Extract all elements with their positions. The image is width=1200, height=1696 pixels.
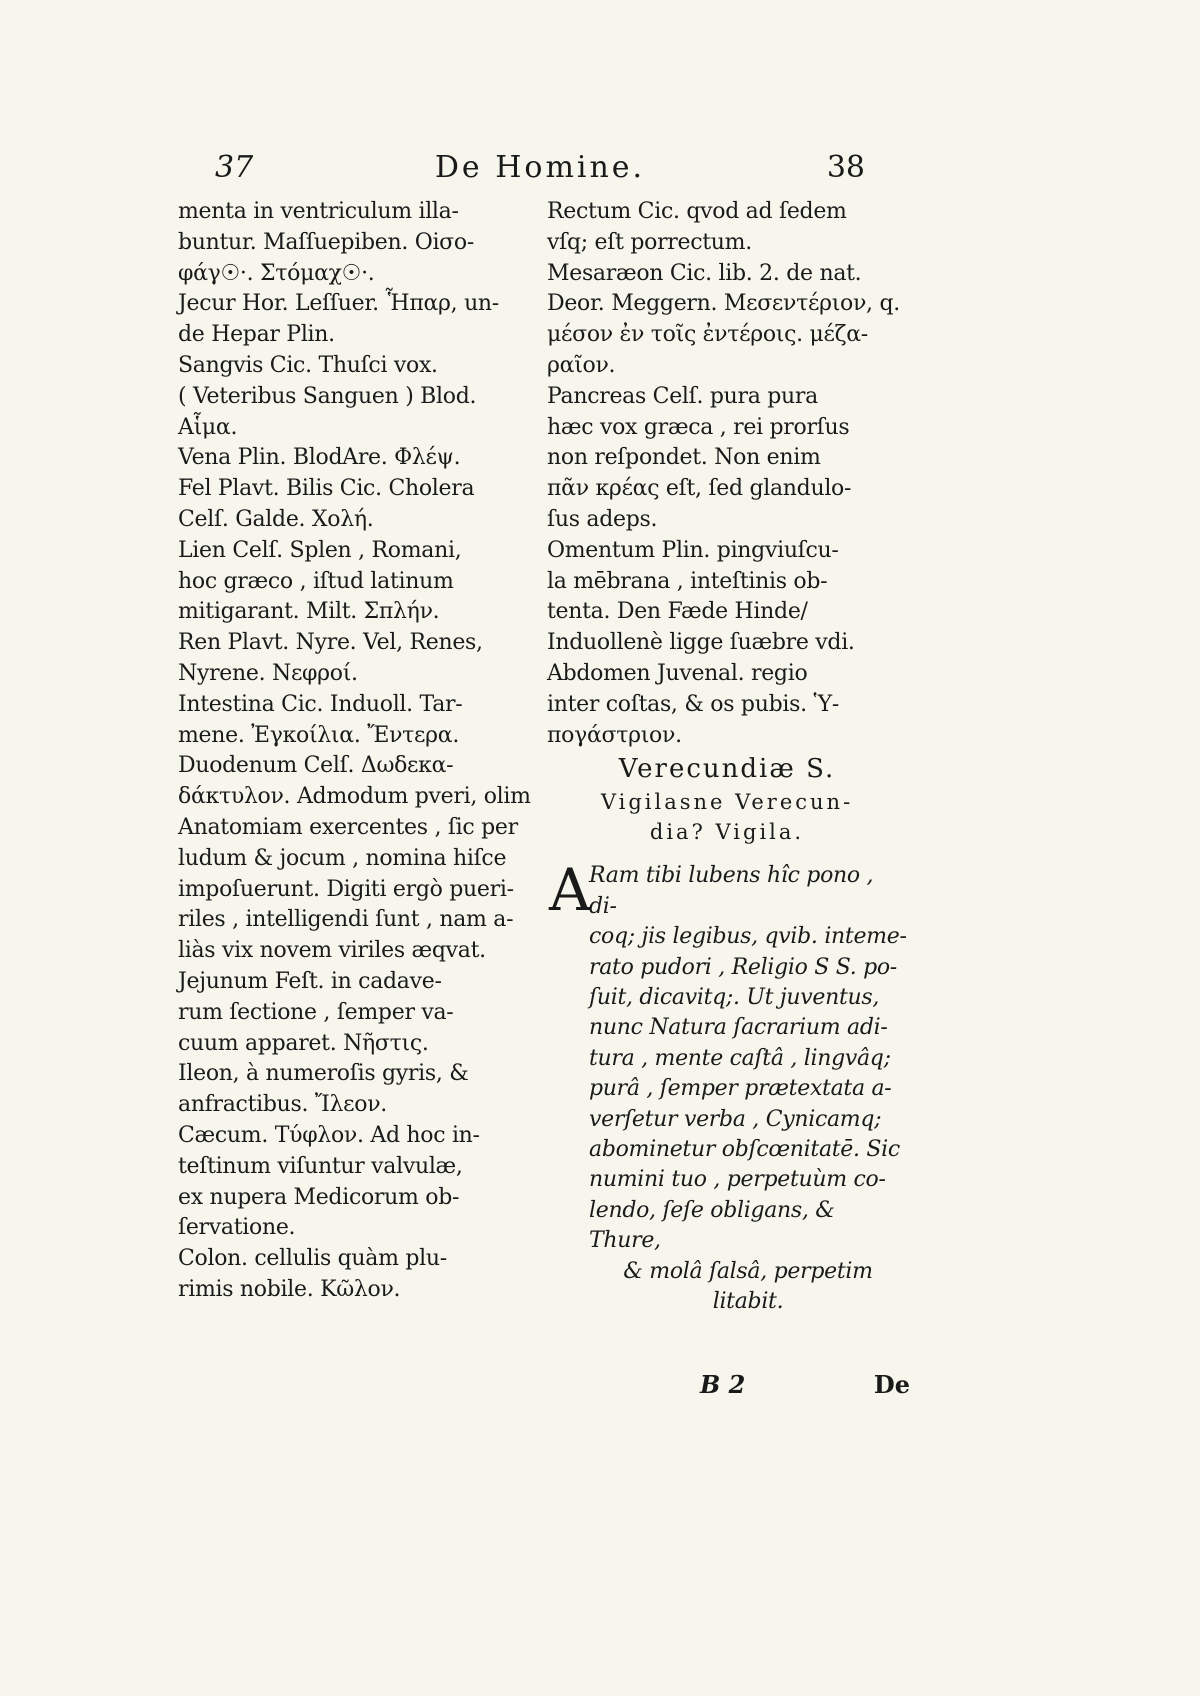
poem-line: Ram tibi lubens hîc pono , di-: [589, 863, 874, 919]
text-line: Lien Celſ. Splen , Romani,: [178, 537, 462, 563]
poem-line: verſetur verba , Cynicamq;: [589, 1106, 882, 1132]
text-line: Jejunum Feſt. in cadave-: [178, 968, 442, 994]
text-line: Vena Plin. BlodAre. Φλέψ.: [178, 445, 461, 471]
text-line: Deor. Meggern. Μεσεντέριον, q.: [547, 291, 900, 317]
poem-line: numini tuo , perpetuùm co-: [589, 1167, 886, 1193]
text-line: vſq; eſt porrectum.: [547, 229, 752, 255]
catchword: De: [873, 1370, 910, 1399]
text-line: Ren Plavt. Nyre. Vel, Renes,: [178, 630, 483, 656]
text-line: δάκτυλον. Admodum pveri, olim: [178, 784, 531, 810]
text-line: Sangvis Cic. Thuſci vox.: [178, 352, 438, 378]
poem-line: rato pudori , Religio S S. po-: [589, 954, 897, 980]
running-header: [215, 150, 865, 195]
text-line: impoſuerunt. Digiti ergò pueri-: [178, 876, 514, 902]
text-line: Mesaræon Cic. lib. 2. de nat.: [547, 260, 862, 286]
poem-line: lendo, ſeſe obligans, & Thure,: [589, 1197, 835, 1254]
text-line: rum ſectione , ſemper va-: [178, 999, 454, 1025]
text-line: menta in ventriculum illa-: [178, 199, 459, 224]
text-line: Colon. cellulis quàm plu-: [178, 1246, 447, 1272]
drop-cap: A: [549, 856, 591, 925]
page-footer: [700, 1370, 910, 1410]
poem-line: coq; jis legibus, qvib. inteme-: [589, 924, 907, 950]
text-line: Celſ. Galde. Χολή.: [178, 506, 374, 532]
poem-line: tura , mente caſtâ , lingvâq;: [589, 1045, 891, 1071]
running-title: De Homine.: [434, 150, 646, 185]
text-line: ſervatione.: [178, 1215, 296, 1241]
text-line: φάγ☉·. Στόμαχ☉·.: [178, 260, 375, 286]
text-line: Jecur Hor. Leſſuer. Ἧπαρ, un-: [178, 291, 499, 317]
poem-line: & molâ ſalsâ, perpetim: [623, 1258, 873, 1284]
text-line: inter coſtas, & os pubis. Ὑ-: [547, 691, 840, 717]
text-line: Cæcum. Τύφλον. Ad hoc in-: [178, 1122, 480, 1148]
text-line: Fel Plavt. Bilis Cic. Cholera: [178, 476, 475, 502]
text-line: Duodenum Celſ. Δωδεκα-: [178, 753, 454, 779]
text-line: ludum & jocum , nomina hiſce: [178, 845, 507, 871]
poem-line: litabit.: [712, 1289, 784, 1315]
text-line: hæc vox græca , rei prorſus: [547, 414, 850, 440]
text-line: riles , intelligendi ſunt , nam a-: [178, 907, 514, 933]
page-number-left: 37: [215, 150, 254, 185]
text-line: πᾶν κρέας eſt, ſed glandulo-: [547, 476, 852, 502]
left-column: [178, 197, 540, 1306]
text-line: Intestina Cic. Induoll. Tar-: [178, 691, 463, 717]
text-line: non reſpondet. Non enim: [547, 445, 821, 471]
poem-line: nunc Natura ſacrarium adi-: [589, 1015, 888, 1041]
text-line: buntur. Maſſuepiben. Oiσο-: [178, 229, 474, 255]
text-line: μέσον ἐν τοῖς ἐντέροις. μέζα-: [547, 322, 868, 348]
text-line: Anatomiam exercentes , ſic per: [178, 814, 518, 840]
text-line: cuum apparet. Νῆστις.: [178, 1030, 429, 1056]
text-line: mitigarant. Milt. Σπλήν.: [178, 599, 440, 625]
section-subheading: dia? Vigila.: [649, 820, 805, 845]
text-line: ραῖον.: [547, 352, 616, 378]
text-line: Abdomen Juvenal. regio: [547, 660, 808, 686]
poem-line: purâ , ſemper prætextata a-: [589, 1076, 892, 1102]
text-line: Induollenè ligge ſuæbre vdi.: [547, 630, 855, 656]
section-heading: Verecundiæ S.: [618, 754, 836, 785]
text-line: Rectum Cic. qvod ad ſedem: [547, 199, 847, 224]
text-line: anfractibus. Ἴλεον.: [178, 1092, 387, 1118]
text-line: Αἷμα.: [178, 414, 238, 440]
poem-line: abominetur obſcœnitatē. Sic: [589, 1137, 900, 1162]
text-line: rimis nobile. Κῶλον.: [178, 1276, 401, 1302]
text-line: πογάστριον.: [547, 722, 682, 748]
text-line: teſtinum viſuntur valvulæ,: [178, 1153, 463, 1179]
text-line: de Hepar Plin.: [178, 322, 335, 348]
text-line: hoc græco , iſtud latinum: [178, 568, 454, 594]
page-number-right: 38: [826, 150, 865, 185]
section-subheading: Vigilasne Verecun-: [600, 790, 854, 815]
text-line: Nyrene. Νεφροί.: [178, 660, 358, 686]
signature-mark: B 2: [700, 1370, 746, 1399]
text-line: ſus adeps.: [547, 506, 658, 532]
text-line: liàs vix novem viriles æqvat.: [178, 938, 486, 964]
text-line: la mēbrana , inteſtinis ob-: [547, 568, 828, 594]
text-line: ex nupera Medicorum ob-: [178, 1184, 460, 1210]
dedication-text: [547, 856, 907, 1317]
text-line: Omentum Plin. pingviuſcu-: [547, 537, 839, 563]
text-line: Pancreas Celſ. pura pura: [547, 383, 818, 409]
text-line: tenta. Den Fæde Hinde/: [547, 599, 808, 625]
poem-line: ſuit, dicavitq;. Ut juventus,: [589, 984, 880, 1010]
text-line: Ileon, à numeroſis gyris, &: [178, 1061, 469, 1087]
text-line: ( Veteribus Sanguen ) Blod.: [178, 383, 477, 409]
text-line: mene. Ἐγκοίλια. Ἔντερα.: [178, 722, 460, 748]
right-column: [547, 197, 907, 1317]
